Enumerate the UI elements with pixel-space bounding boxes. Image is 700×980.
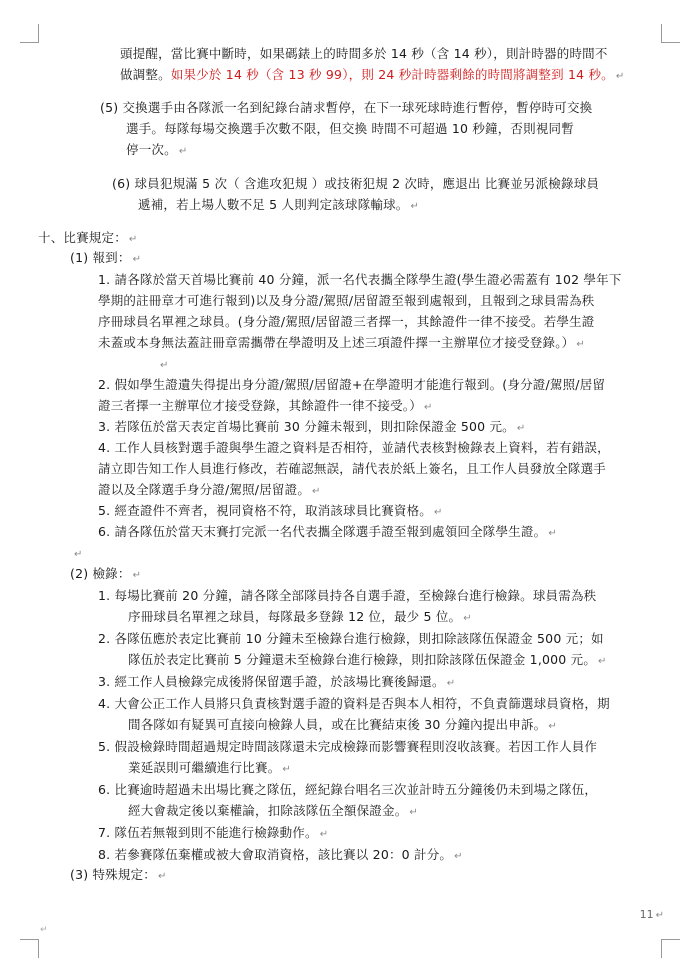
line-text: (1) 報到：: [70, 250, 131, 265]
empty-line: [72, 545, 83, 563]
paragraph-mark: ↵: [74, 549, 83, 560]
paragraph-mark: ↵: [319, 829, 329, 840]
text-line: [98, 739, 597, 755]
text-line: [98, 272, 622, 288]
text-line: [98, 631, 604, 647]
text-line: [98, 377, 605, 393]
crop-mark-top-left: [20, 24, 39, 43]
paragraph-mark: ↵: [40, 925, 48, 935]
paragraph-mark: ↵: [655, 910, 664, 921]
empty-line: [158, 356, 169, 374]
paragraph-mark: ↵: [409, 807, 418, 818]
paragraph-mark: ↵: [454, 851, 463, 862]
text-line: [128, 717, 557, 735]
line-text: 2. 假如學生證遺失得提出身分證/駕照/居留證+在學證明才能進行報到。(身分證/駕照/居留: [98, 377, 606, 392]
paragraph-mark: ↵: [598, 656, 607, 667]
text-line: [126, 121, 574, 137]
text-line: [98, 782, 597, 798]
line-text: 5. 假設檢錄時間超過規定時間該隊還未完成檢錄而影響賽程則沒收該賽。若因工作人員作: [98, 739, 598, 754]
line-text: 2. 各隊伍應於表定比賽前 10 分鐘未至檢錄台進行檢錄，則扣除該隊伍保證金 500 元；如: [98, 631, 604, 646]
line-text: 停一次。: [126, 142, 177, 157]
line-text: (3) 特殊規定：: [70, 867, 156, 882]
text-line: [98, 674, 455, 692]
paragraph-mark: ↵: [446, 678, 456, 689]
line-text: 序冊球員名單裡之球員，每隊最多登錄 12 位，最少 5 位。: [128, 609, 462, 624]
page-number: [640, 908, 664, 921]
line-text: 做調整。: [120, 67, 171, 82]
crop-mark-bottom-left: [20, 939, 39, 958]
paragraph-mark: ↵: [128, 234, 138, 245]
highlighted-text: 如果少於 14 秒（含 13 秒 99），則 24 秒計時器剩餘的時間將調整到 14 秒。: [170, 67, 614, 82]
line-text: 3. 若隊伍於當天表定首場比賽前 30 分鐘未報到，則扣除保證金 500 元。: [98, 419, 515, 434]
text-line: [138, 197, 419, 215]
line-text: 3. 經工作人員檢錄完成後將保留選手證，於該場比賽後歸還。: [98, 674, 445, 689]
subsection-heading: [70, 250, 141, 268]
text-line: [98, 419, 525, 437]
line-text: 6. 比賽逾時超過未出場比賽之隊伍，經紀錄台唱名三次並計時五分鐘後仍未到場之隊伍，: [98, 782, 598, 797]
line-text: 4. 工作人員核對選手證與學生證之資料是否相符，並請代表核對檢錄表上資料，若有錯誤，: [98, 440, 610, 455]
paragraph-mark: ↵: [463, 613, 472, 624]
text-line: [120, 67, 624, 85]
paragraph-mark: ↵: [434, 507, 443, 518]
line-text: 6. 請各隊伍於當天末賽打完派一名代表攜全隊選手證至報到處領回全隊學生證。: [98, 524, 547, 539]
text-line: [126, 142, 187, 160]
line-text: 5. 經查證件不齊者，視同資格不符，取消該球員比賽資格。: [98, 503, 433, 518]
line-text: 證三者擇一主辦單位才接受登錄，其餘證件一律不接受。）: [98, 398, 422, 413]
subsection-heading: [70, 566, 141, 584]
line-text: (5) 交換選手由各隊派一名到紀錄台請求暫停，在下一球死球時進行暫停，暫停時可交換: [100, 100, 593, 115]
paragraph-mark: ↵: [132, 254, 142, 265]
line-text: 遞補，若上場人數不足 5 人則判定該球隊輸球。: [138, 197, 409, 212]
paragraph-mark: ↵: [576, 339, 585, 350]
text-line: [98, 482, 321, 500]
text-line: [98, 440, 610, 456]
crop-mark-bottom-right: [661, 939, 680, 958]
text-line: [98, 696, 610, 712]
text-line: [98, 825, 328, 843]
text-line: [120, 46, 608, 62]
text-line: [98, 524, 557, 542]
line-text: 經大會裁定後以棄權論，扣除該隊伍全額保證金。: [128, 803, 408, 818]
line-text: 間各隊如有疑異可直接向檢錄人員，或在比賽結束後 30 分鐘內提出申訴。: [128, 717, 547, 732]
line-text: 證以及全隊選手身分證/駕照/居留證。: [98, 482, 311, 497]
text-line: [100, 100, 592, 116]
text-line: [128, 652, 607, 670]
paragraph-mark: ↵: [282, 764, 291, 775]
text-line: [98, 847, 463, 865]
text-line: [98, 293, 595, 309]
line-text: 學期的註冊章才可進行報到)以及身分證/駕照/居留證至報到處報到，且報到之球員需為秩: [98, 293, 595, 308]
paragraph-mark: ↵: [615, 71, 625, 82]
text-line: [98, 335, 585, 353]
line-text: (2) 檢錄：: [70, 566, 131, 581]
line-text: (6) 球員犯規滿 5 次（ 含進攻犯規 ）或技術犯規 2 次時，應退出 比賽並另派檢錄球員: [112, 176, 600, 191]
section-heading: [38, 230, 138, 248]
line-text: 7. 隊伍若無報到則不能進行檢錄動作。: [98, 825, 318, 840]
text-line: [98, 314, 595, 330]
paragraph-mark: ↵: [157, 871, 167, 882]
paragraph-mark: ↵: [410, 201, 420, 212]
text-line: [128, 760, 291, 778]
page-number-text: 11: [639, 908, 654, 921]
paragraph-mark: ↵: [160, 360, 169, 371]
text-line: [128, 609, 472, 627]
text-line: [128, 803, 418, 821]
subsection-heading: [70, 867, 167, 885]
line-text: 8. 若參賽隊伍棄權或被大會取消資格，該比賽以 20：0 計分。: [98, 847, 453, 862]
line-text: 請立即告知工作人員進行修改，若確認無誤，請代表於紙上簽名，且工作人員發放全隊選手: [98, 461, 607, 476]
paragraph-mark: ↵: [548, 528, 557, 539]
line-text: 1. 請各隊於當天首場比賽前 40 分鐘，派一名代表攜全隊學生證(學生證必需蓋有 102 學年下: [98, 272, 622, 287]
line-text: 頭提醒，當比賽中斷時，如果碼錶上的時間多於 14 秒（含 14 秒），則計時器的時間不: [120, 46, 608, 61]
text-line: [98, 503, 443, 521]
footer-paragraph-mark: [40, 925, 48, 935]
line-text: 序冊球員名單裡之球員。(身分證/駕照/居留證三者擇一，其餘證件一律不接受。若學生證: [98, 314, 595, 329]
line-text: 業延誤則可繼續進行比賽。: [128, 760, 281, 775]
paragraph-mark: ↵: [548, 721, 557, 732]
text-line: [98, 588, 596, 604]
text-line: [112, 176, 599, 192]
paragraph-mark: ↵: [516, 423, 526, 434]
line-text: 隊伍於表定比賽前 5 分鐘還未至檢錄台進行檢錄，則扣除該隊伍保證金 1,000 元。: [128, 652, 597, 667]
paragraph-mark: ↵: [423, 402, 433, 413]
text-line: [98, 461, 606, 477]
line-text: 1. 每場比賽前 20 分鐘，請各隊全部隊員持各自選手證，至檢錄台進行檢錄。球員需為秩: [98, 588, 597, 603]
crop-mark-top-right: [661, 24, 680, 43]
paragraph-mark: ↵: [132, 570, 142, 581]
line-text: 未蓋或本身無法蓋註冊章需攜帶在學證明及上述三項證件擇一主辦單位才接受登錄。）: [98, 335, 575, 350]
line-text: 4. 大會公正工作人員將只負責核對選手證的資料是否與本人相符，不負責篩選球員資格，期: [98, 696, 610, 711]
line-text: 選手。每隊每場交換選手次數不限，但交換 時間不可超過 10 秒鐘，否則視同暫: [126, 121, 574, 136]
text-line: [98, 398, 433, 416]
paragraph-mark: ↵: [178, 146, 188, 157]
line-text: 十、比賽規定：: [38, 230, 127, 245]
paragraph-mark: ↵: [312, 486, 321, 497]
